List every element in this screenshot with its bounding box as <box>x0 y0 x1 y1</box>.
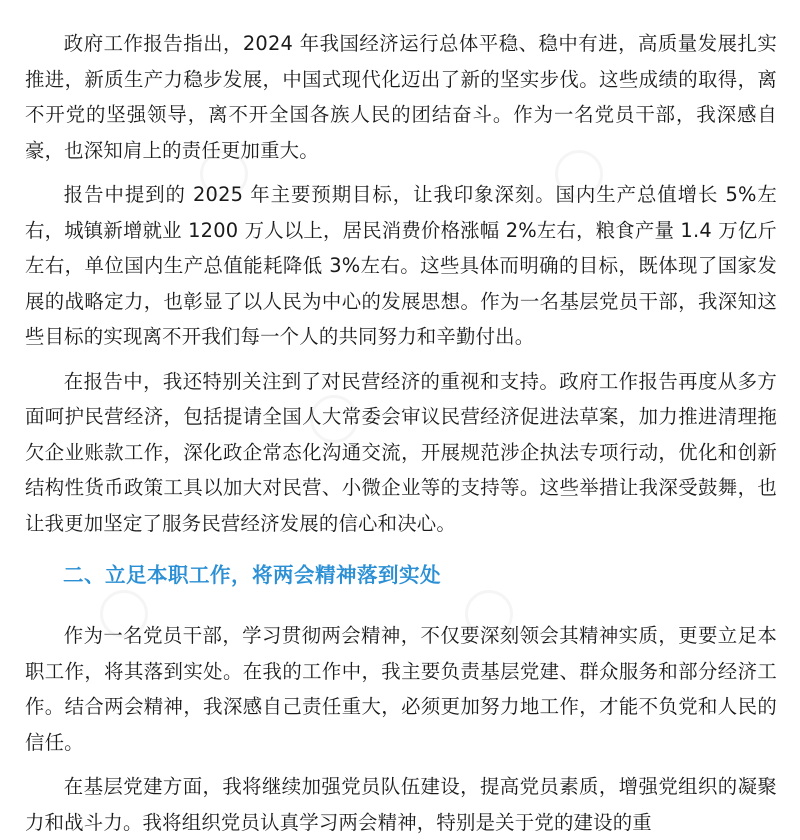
section-heading: 二、立足本职工作，将两会精神落到实处 <box>63 563 441 587</box>
paragraph-job-duties: 作为一名党员干部，学习贯彻两会精神，不仅要深刻领会其精神实质，更要立足本职工作，将其落到实处。在我的工作中，我主要负责基层党建、群众服务和部分经济工作。结合两会精神，我深感自己责任重大，必须更加努力地工作，才能不负党和人民的信任。 <box>25 624 777 754</box>
document-body <box>25 26 777 840</box>
paragraph-economy-review: 政府工作报告指出，2024 年我国经济运行总体平稳、稳中有进，高质量发展扎实推进，新质生产力稳步发展，中国式现代化迈出了新的坚实步伐。这些成绩的取得，离不开党的坚强领导，离不开全国各族人民的团结奋斗。作为一名党员干部，我深感自豪，也深知肩上的责任更加重大。 <box>25 32 777 162</box>
paragraph-private-economy: 在报告中，我还特别关注到了对民营经济的重视和支持。政府工作报告再度从多方面呵护民营经济，包括提请全国人大常委会审议民营经济促进法草案，加力推进清理拖欠企业账款工作，深化政企常态化沟通交流，开展规范涉企执法专项行动，优化和创新结构性货币政策工具以加大对民营、小微企业等的支持等。这些举措让我深受鼓舞，也让我更加坚定了服务民营经济发展的信心和决心。 <box>25 369 777 535</box>
paragraph-2025-targets: 报告中提到的 2025 年主要预期目标，让我印象深刻。国内生产总值增长 5%左右，城镇新增就业 1200 万人以上，居民消费价格涨幅 2%左右，粮食产量 1.4 万亿斤左右，单位国内生产总值能耗降低 3%左右。这些具体而明确的目标，既体现了国家发展的战略定力，也彰显了以人民为中心的发展思想。作为一名基层党员干部，我深知这些目标的实现离不开我们每一个人的共同努力和辛勤付出。 <box>25 183 777 348</box>
paragraph-party-building: 在基层党建方面，我将继续加强党员队伍建设，提高党员素质，增强党组织的凝聚力和战斗力。我将组织党员认真学习两会精神，特别是关于党的建设的重 <box>25 775 777 834</box>
